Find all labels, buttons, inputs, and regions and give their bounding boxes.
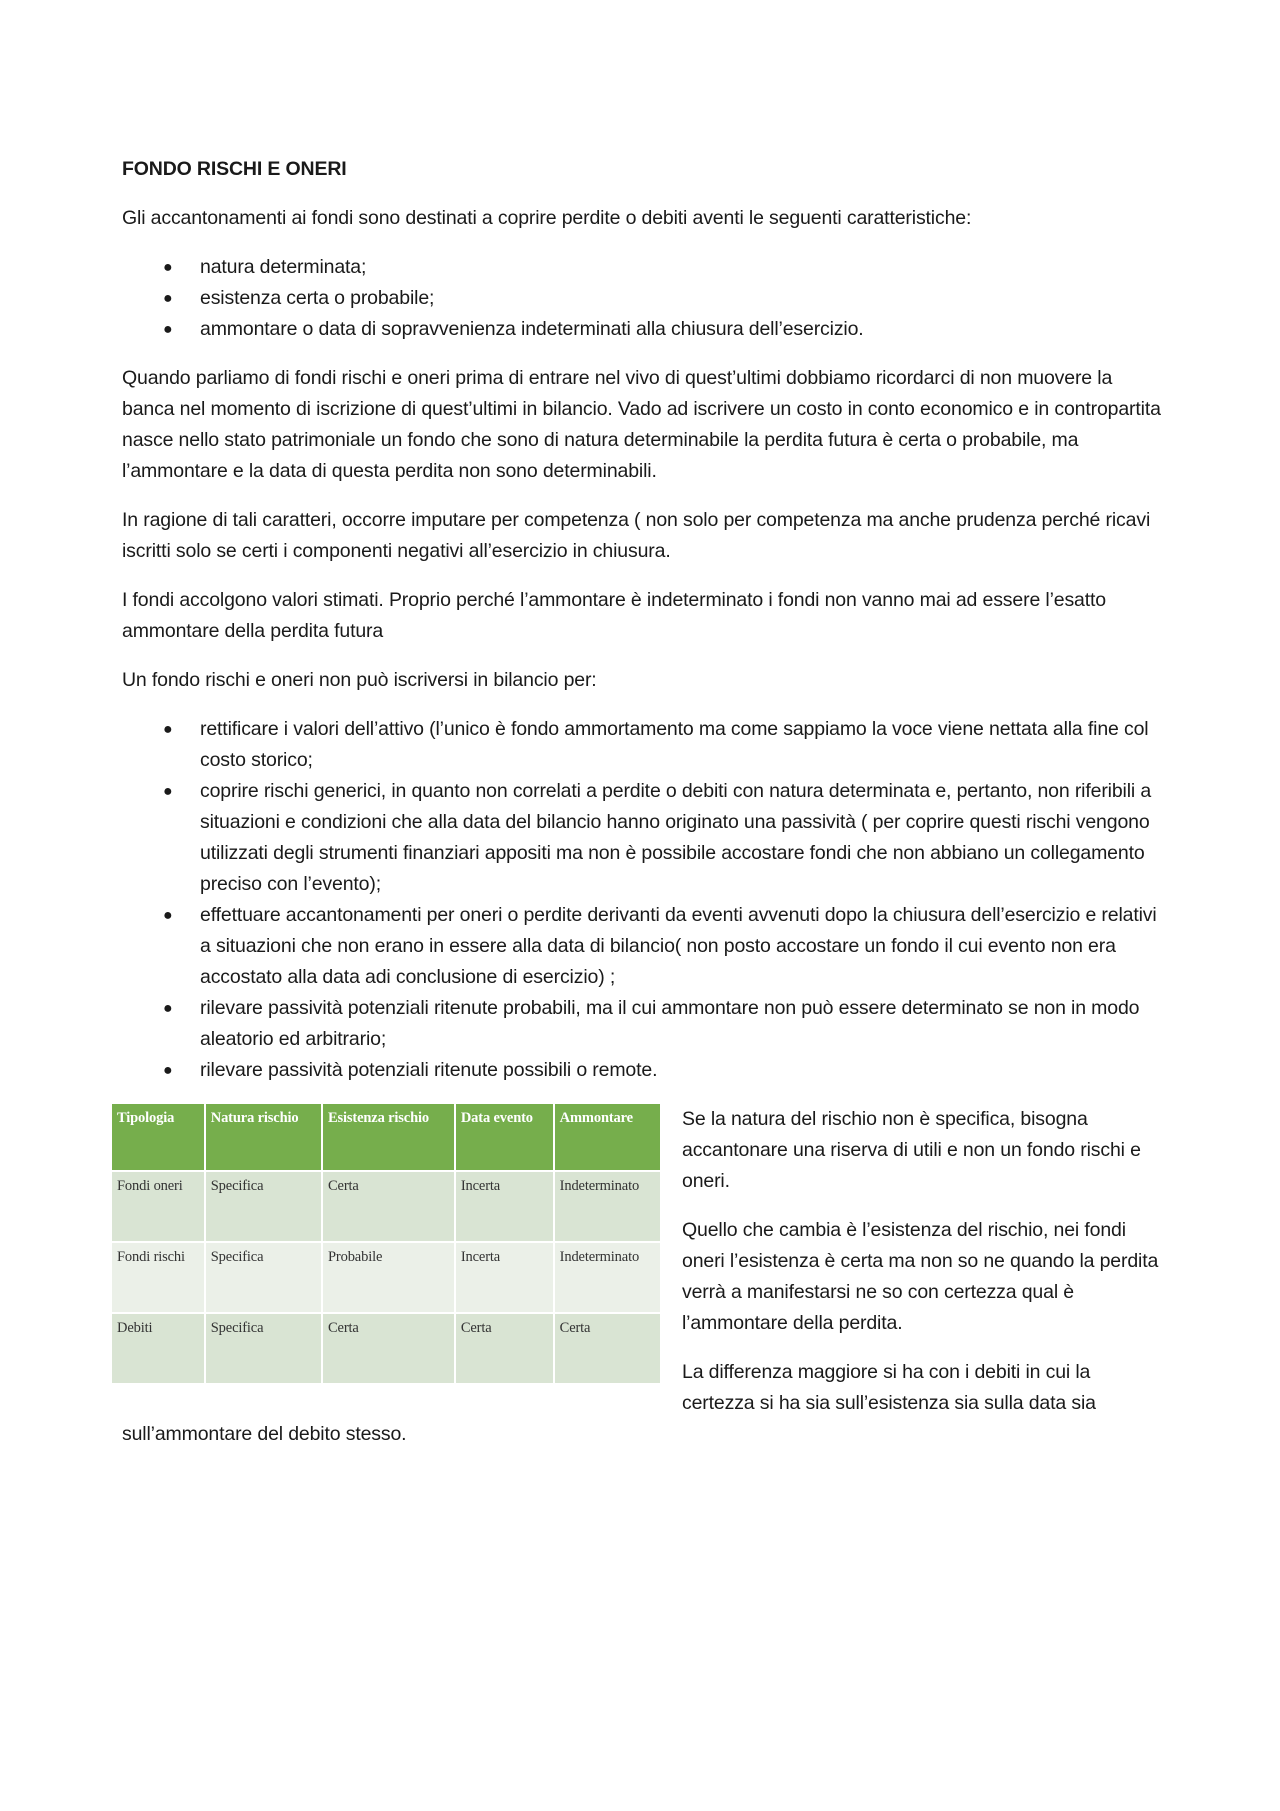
list-item bbox=[163, 252, 1162, 283]
bullet-icon: ● bbox=[163, 1062, 173, 1079]
comparison-table bbox=[112, 1104, 660, 1385]
list-item-text: rilevare passività potenziali ritenute probabili, ma il cui ammontare non può essere determinato se non in modo aleatorio ed arbitrario; bbox=[200, 997, 1140, 1050]
paragraph: Quando parliamo di fondi rischi e oneri prima di entrare nel vivo di quest’ultimi dobbiamo ricordarci di non muovere la banca nel momento di iscrizione di quest’ultimi in bilancio. Vado ad iscrivere un costo in conto economico e in contropartita nasce nello stato patrimoniale un fondo che sono di natura determinabile la perdita futura è certa o probabile, ma l’ammontare e la data di questa perdita non sono determinabili. bbox=[122, 367, 1161, 482]
exclusions-list bbox=[122, 714, 1162, 1086]
table-cell: Debiti bbox=[112, 1313, 205, 1384]
list-item-text: ammontare o data di sopravvenienza indeterminati alla chiusura dell’esercizio. bbox=[200, 318, 864, 340]
list-item bbox=[163, 314, 1162, 345]
document-page bbox=[117, 154, 1162, 1468]
bullet-icon: ● bbox=[163, 783, 173, 800]
column-header: Tipologia bbox=[112, 1104, 205, 1171]
table-header-row bbox=[112, 1104, 660, 1171]
list-item bbox=[163, 1055, 1162, 1086]
table-cell: Specifica bbox=[205, 1313, 322, 1384]
column-header: Natura rischio bbox=[205, 1104, 322, 1171]
table-cell: Certa bbox=[554, 1313, 660, 1384]
list-item-text: natura determinata; bbox=[200, 256, 367, 278]
side-paragraph: Se la natura del rischio non è specifica, bisogna accantonare una riserva di utili e non un fondo rischi e oneri. bbox=[682, 1108, 1141, 1192]
list-item bbox=[163, 776, 1162, 900]
list-item-text: effettuare accantonamenti per oneri o perdite derivanti da eventi avvenuti dopo la chiusura dell’esercizio e relativi a situazioni che non erano in essere alla data di bilancio( non posto accostare un fondo il cui evento non era accostato alla data adi conclusione di esercizio) ; bbox=[200, 904, 1157, 988]
paragraph: Un fondo rischi e oneri non può iscriversi in bilancio per: bbox=[122, 669, 597, 691]
intro-paragraph: Gli accantonamenti ai fondi sono destinati a coprire perdite o debiti aventi le seguenti caratteristiche: bbox=[122, 207, 972, 229]
list-item-text: esistenza certa o probabile; bbox=[200, 287, 435, 309]
list-item bbox=[163, 714, 1162, 776]
table-cell: Fondi rischi bbox=[112, 1242, 205, 1313]
table-cell: Incerta bbox=[455, 1171, 554, 1242]
bullet-icon: ● bbox=[163, 290, 173, 307]
table-cell: Specifica bbox=[205, 1171, 322, 1242]
paragraph: In ragione di tali caratteri, occorre imputare per competenza ( non solo per competenza ma anche prudenza perché ricavi iscritti solo se certi i componenti negativi all’esercizio in chiusura. bbox=[122, 509, 1151, 562]
side-paragraph: Quello che cambia è l’esistenza del rischio, nei fondi oneri l’esistenza è certa ma non so ne quando la perdita verrà a manifestarsi ne so con certezza qual è l’ammontare della perdita. bbox=[682, 1219, 1159, 1334]
comparison-table-image bbox=[112, 1104, 660, 1382]
table-cell: Certa bbox=[455, 1313, 554, 1384]
side-paragraph: La differenza maggiore si ha con i debiti in cui la certezza si ha sia sull’esistenza sia sulla data sia sull’ammontare del debito stesso. bbox=[122, 1361, 1096, 1445]
paragraph: I fondi accolgono valori stimati. Proprio perché l’ammontare è indeterminato i fondi non vanno mai ad essere l’esatto ammontare della perdita futura bbox=[122, 589, 1106, 642]
table-cell: Indeterminato bbox=[554, 1242, 660, 1313]
table-cell: Certa bbox=[322, 1171, 455, 1242]
bullet-icon: ● bbox=[163, 259, 173, 276]
list-item bbox=[163, 900, 1162, 993]
table-cell: Incerta bbox=[455, 1242, 554, 1313]
column-header: Data evento bbox=[455, 1104, 554, 1171]
table-cell: Fondi oneri bbox=[112, 1171, 205, 1242]
column-header: Ammontare bbox=[554, 1104, 660, 1171]
list-item-text: rettificare i valori dell’attivo (l’unico è fondo ammortamento ma come sappiamo la voce viene nettata alla fine col costo storico; bbox=[200, 718, 1149, 771]
bullet-icon: ● bbox=[163, 1000, 173, 1017]
table-cell: Specifica bbox=[205, 1242, 322, 1313]
list-item bbox=[163, 283, 1162, 314]
list-item-text: coprire rischi generici, in quanto non correlati a perdite o debiti con natura determinata e, pertanto, non riferibili a situazioni e condizioni che alla data del bilancio hanno originato una passività ( per coprire questi rischi vengono utilizzati degli strumenti finanziari appositi ma non è possibile accostare fondi che non abbiano un collegamento preciso con l’evento); bbox=[200, 780, 1152, 895]
list-item bbox=[163, 993, 1162, 1055]
table-cell: Certa bbox=[322, 1313, 455, 1384]
characteristics-list bbox=[122, 252, 1162, 345]
table-row bbox=[112, 1171, 660, 1242]
column-header: Esistenza rischio bbox=[322, 1104, 455, 1171]
bullet-icon: ● bbox=[163, 721, 173, 738]
table-cell: Indeterminato bbox=[554, 1171, 660, 1242]
table-row bbox=[112, 1242, 660, 1313]
bullet-icon: ● bbox=[163, 907, 173, 924]
list-item-text: rilevare passività potenziali ritenute possibili o remote. bbox=[200, 1059, 658, 1081]
document-title: FONDO RISCHI E ONERI bbox=[122, 158, 347, 180]
bullet-icon: ● bbox=[163, 321, 173, 338]
table-cell: Probabile bbox=[322, 1242, 455, 1313]
table-row bbox=[112, 1313, 660, 1384]
